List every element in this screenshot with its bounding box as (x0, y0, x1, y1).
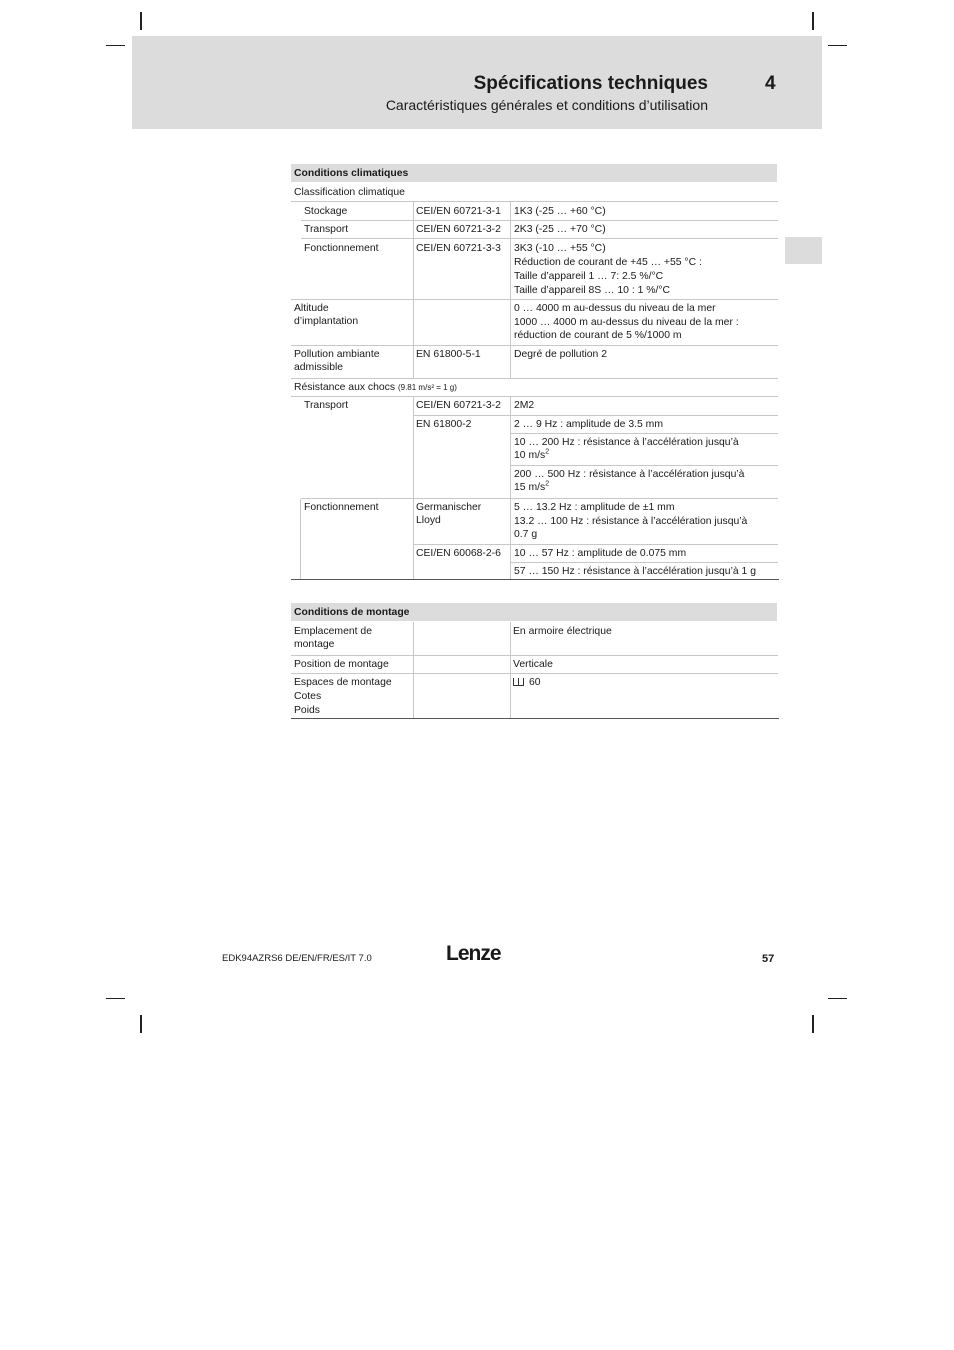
shock-operation-value-line: 0.7 g (514, 529, 538, 540)
page-subtitle: Caractéristiques générales et conditions d’utilisation (385, 97, 708, 113)
position-label: Position de montage (294, 659, 389, 670)
storage-value: 1K3 (-25 … +60 °C) (514, 206, 606, 217)
shock-transport-norm: CEI/EN 60721-3-2 (416, 400, 501, 411)
document-reference: EDK94AZRS6 DE/EN/FR/ES/IT 7.0 (222, 953, 372, 964)
shock-operation-value-line: 13.2 … 100 Hz : résistance à l’accélération jusqu’à (514, 516, 748, 527)
shock-operation-value-line: 5 … 13.2 Hz : amplitude de ±1 mm (514, 502, 675, 513)
climate-heading: Conditions climatiques (294, 168, 409, 179)
mounting-heading: Conditions de montage (294, 607, 410, 618)
spaces-value[interactable] (513, 676, 541, 690)
shock-transport-norm: EN 61800-2 (416, 419, 472, 430)
page-number: 57 (762, 953, 775, 965)
shock-transport-value-unit: 10 m/s (514, 450, 546, 461)
pollution-label-line: admissible (294, 362, 344, 373)
location-label-line: Emplacement de (294, 626, 372, 637)
row-divider (413, 415, 778, 416)
superscript: 2 (545, 480, 550, 488)
column-divider (413, 300, 414, 378)
crop-mark (828, 998, 847, 999)
shock-operation-norm: CEI/EN 60068-2-6 (416, 548, 501, 559)
pollution-value: Degré de pollution 2 (514, 349, 608, 360)
row-divider (291, 299, 778, 300)
shock-label-text: Résistance aux chocs (294, 382, 396, 393)
page-title: Spécifications techniques (473, 73, 708, 94)
pollution-norm: EN 61800-5-1 (416, 349, 481, 360)
shock-operation-value: 10 … 57 Hz : amplitude de 0.075 mm (514, 548, 687, 559)
location-value: En armoire électrique (513, 626, 612, 637)
spaces-label-line: Poids (294, 705, 320, 716)
shock-transport-value: 10 … 200 Hz : résistance à l’accélération jusqu’à (514, 437, 739, 448)
crop-mark (106, 45, 125, 46)
spaces-label-line: Espaces de montage (294, 677, 392, 688)
operation-norm: CEI/EN 60721-3-3 (416, 243, 501, 254)
storage-label: Stockage (304, 206, 348, 217)
location-label-line: montage (294, 639, 335, 650)
transport-label: Transport (304, 224, 349, 235)
table-bottom-rule (291, 579, 779, 580)
column-divider (510, 202, 511, 299)
column-divider (413, 622, 414, 718)
shock-operation-norm-line: Germanischer (416, 502, 482, 513)
shock-transport-value: 200 … 500 Hz : résistance à l’accélération jusqu’à (514, 469, 745, 480)
crop-mark (106, 998, 125, 999)
row-divider (510, 562, 778, 563)
operation-value-line: Taille d’appareil 8S … 10 : 1 %/°C (514, 285, 671, 296)
crop-mark (812, 12, 814, 30)
row-divider (291, 655, 778, 656)
operation-label: Fonctionnement (304, 243, 379, 254)
crop-mark (828, 45, 847, 46)
shock-note: (9.81 m/s² = 1 g) (397, 383, 457, 392)
crop-mark (140, 12, 142, 30)
transport-norm: CEI/EN 60721-3-2 (416, 224, 501, 235)
altitude-value-line: 1000 … 4000 m au-dessus du niveau de la mer : (514, 317, 739, 328)
classification-label: Classification climatique (294, 187, 405, 198)
shock-transport-value: 2 … 9 Hz : amplitude de 3.5 mm (514, 419, 663, 430)
row-divider (291, 201, 778, 202)
row-divider (301, 498, 778, 499)
shock-operation-norm-line: Lloyd (416, 515, 441, 526)
column-divider (300, 499, 301, 579)
row-divider (510, 465, 778, 466)
row-divider (510, 433, 778, 434)
shock-operation-value: 57 … 150 Hz : résistance à l’accélération jusqu’à 1 g (514, 566, 757, 577)
operation-value-line: 3K3 (-10 … +55 °C) (514, 243, 606, 254)
shock-operation-label: Fonctionnement (304, 502, 379, 513)
spaces-label-line: Cotes (294, 691, 322, 702)
column-divider (510, 300, 511, 378)
superscript: 2 (545, 448, 550, 456)
shock-transport-value (514, 481, 549, 495)
pollution-label-line: Pollution ambiante (294, 349, 380, 360)
book-reference-icon (513, 678, 524, 686)
shock-transport-value (514, 449, 549, 463)
operation-value-line: Réduction de courant de +45 … +55 °C : (514, 257, 702, 268)
shock-transport-value-unit: 15 m/s (514, 482, 546, 493)
altitude-label-line: d’implantation (294, 316, 359, 327)
column-divider (510, 622, 511, 718)
row-divider (291, 673, 778, 674)
shock-transport-label: Transport (304, 400, 349, 411)
chapter-side-tab (785, 237, 822, 264)
row-divider (413, 544, 778, 545)
altitude-value-line: réduction de courant de 5 %/1000 m (514, 330, 682, 341)
transport-value: 2K3 (-25 … +70 °C) (514, 224, 606, 235)
row-divider (291, 345, 778, 346)
altitude-value-line: 0 … 4000 m au-dessus du niveau de la mer (514, 303, 716, 314)
column-divider (413, 397, 414, 579)
row-divider (301, 238, 778, 239)
altitude-label-line: Altitude (294, 303, 329, 314)
shock-transport-value: 2M2 (514, 400, 535, 411)
column-divider (413, 202, 414, 299)
crop-mark (140, 1015, 142, 1033)
column-divider (510, 397, 511, 579)
row-divider (301, 220, 778, 221)
table-bottom-rule (291, 718, 779, 719)
crop-mark (812, 1015, 814, 1033)
row-divider (291, 396, 778, 397)
operation-value-line: Taille d’appareil 1 … 7: 2.5 %/°C (514, 271, 664, 282)
shock-label (294, 381, 457, 395)
spaces-page-ref[interactable]: 60 (529, 677, 541, 688)
position-value: Verticale (513, 659, 553, 670)
chapter-number: 4 (765, 73, 776, 94)
storage-norm: CEI/EN 60721-3-1 (416, 206, 501, 217)
lenze-logo: Lenze (446, 942, 501, 965)
row-divider (291, 378, 778, 379)
